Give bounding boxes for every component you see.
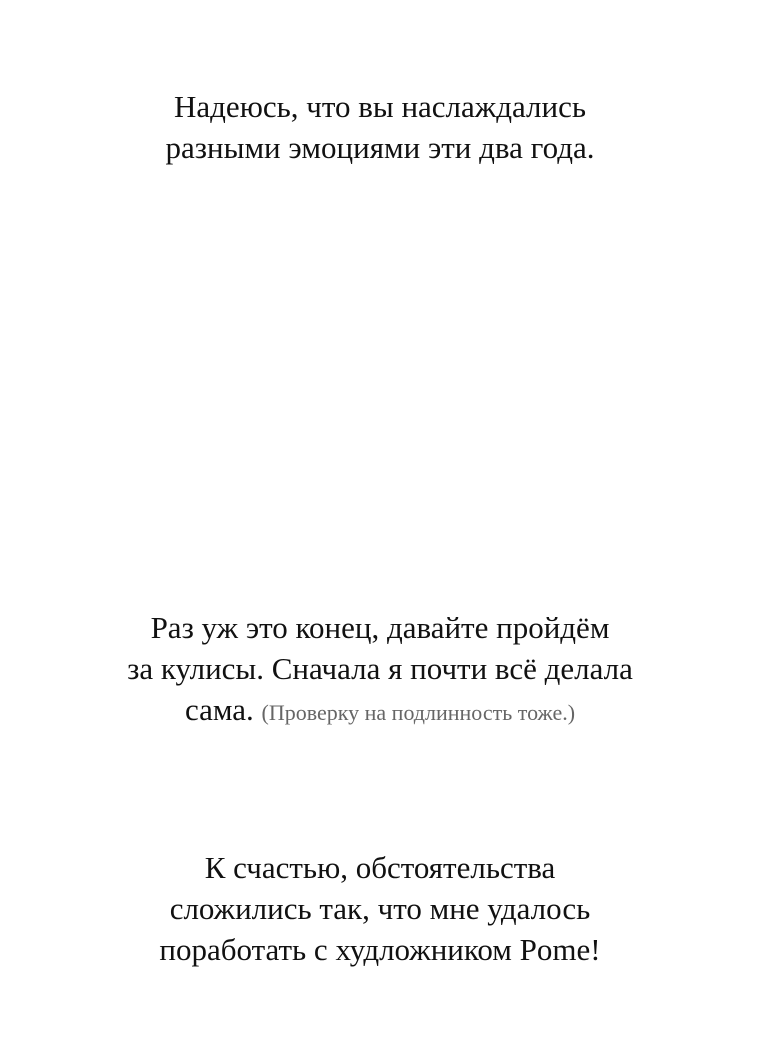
text-block-backstage (0, 607, 760, 733)
text-line: за кулисы. Сначала я почти всё делала (127, 651, 633, 686)
text-line (0, 689, 760, 733)
text-line: поработать с худложником Pome! (159, 932, 601, 967)
text-line: разными эмоциями эти два года. (165, 130, 595, 165)
text-fragment: сама. (184, 692, 254, 727)
text-line: сложились так, что мне удалось (169, 891, 591, 926)
text-line: Раз уж это конец, давайте пройдём (150, 610, 610, 645)
text-block-collaboration (0, 847, 760, 970)
aside-note: (Проверку на подлинность тоже.) (261, 700, 576, 725)
text-block-intro (0, 86, 760, 168)
text-line: К счастью, обстоятельства (204, 850, 556, 885)
text-line: Надеюсь, что вы наслаждались (174, 89, 586, 124)
